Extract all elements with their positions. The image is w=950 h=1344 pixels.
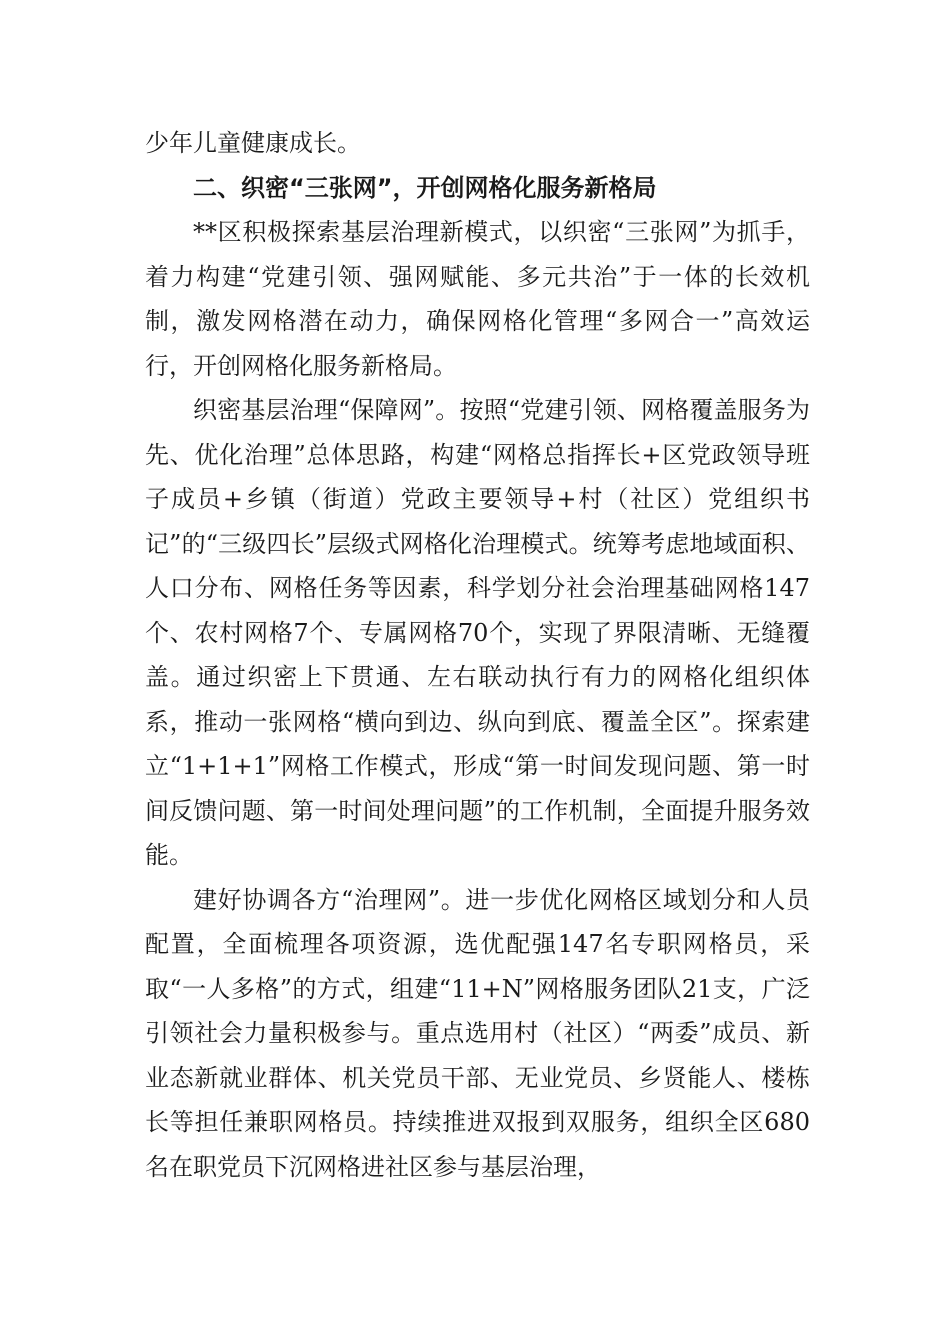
paragraph-governance-net: 建好协调各方“治理网”。进一步优化网格区域划分和人员配置，全面梳理各项资源，选优配强147名专职网格员，采取“一人多格”的方式，组建“11+N”网格服务团队21支，广泛引领社会力量积极参与。重点选用村（社区）“两委”成员、新业态新就业群体、机关党员干部、无业党员、乡贤能人、楼栋长等担任兼职网格员。持续推进双报到双服务，组织全区680名在职党员下沉网格进社区参与基层治理， <box>145 885 810 1181</box>
section-heading: 二、织密“三张网”，开创网格化服务新格局 <box>193 173 657 202</box>
document-body <box>145 121 810 1189</box>
continuation-line: 少年儿童健康成长。 <box>145 129 361 157</box>
paragraph-intro: **区积极探索基层治理新模式，以织密“三张网”为抓手，着力构建“党建引领、强网赋能、多元共治”于一体的长效机制，激发网格潜在动力，确保网格化管理“多网合一”高效运行，开创网格化服务新格局。 <box>145 218 810 380</box>
paragraph-safeguard-net: 织密基层治理“保障网”。按照“党建引领、网格覆盖服务为先、优化治理”总体思路，构建“网格总指挥长+区党政领导班子成员+乡镇（街道）党政主要领导+村（社区）党组织书记”的“三级四长”层级式网格化治理模式。统筹考虑地域面积、人口分布、网格任务等因素，科学划分社会治理基础网格147个、农村网格7个、专属网格70个，实现了界限清晰、无缝覆盖。通过织密上下贯通、左右联动执行有力的网格化组织体系，推动一张网格“横向到边、纵向到底、覆盖全区”。探索建立“1+1+1”网格工作模式，形成“第一时间发现问题、第一时间反馈问题、第一时间处理问题”的工作机制，全面提升服务效能。 <box>145 396 810 869</box>
